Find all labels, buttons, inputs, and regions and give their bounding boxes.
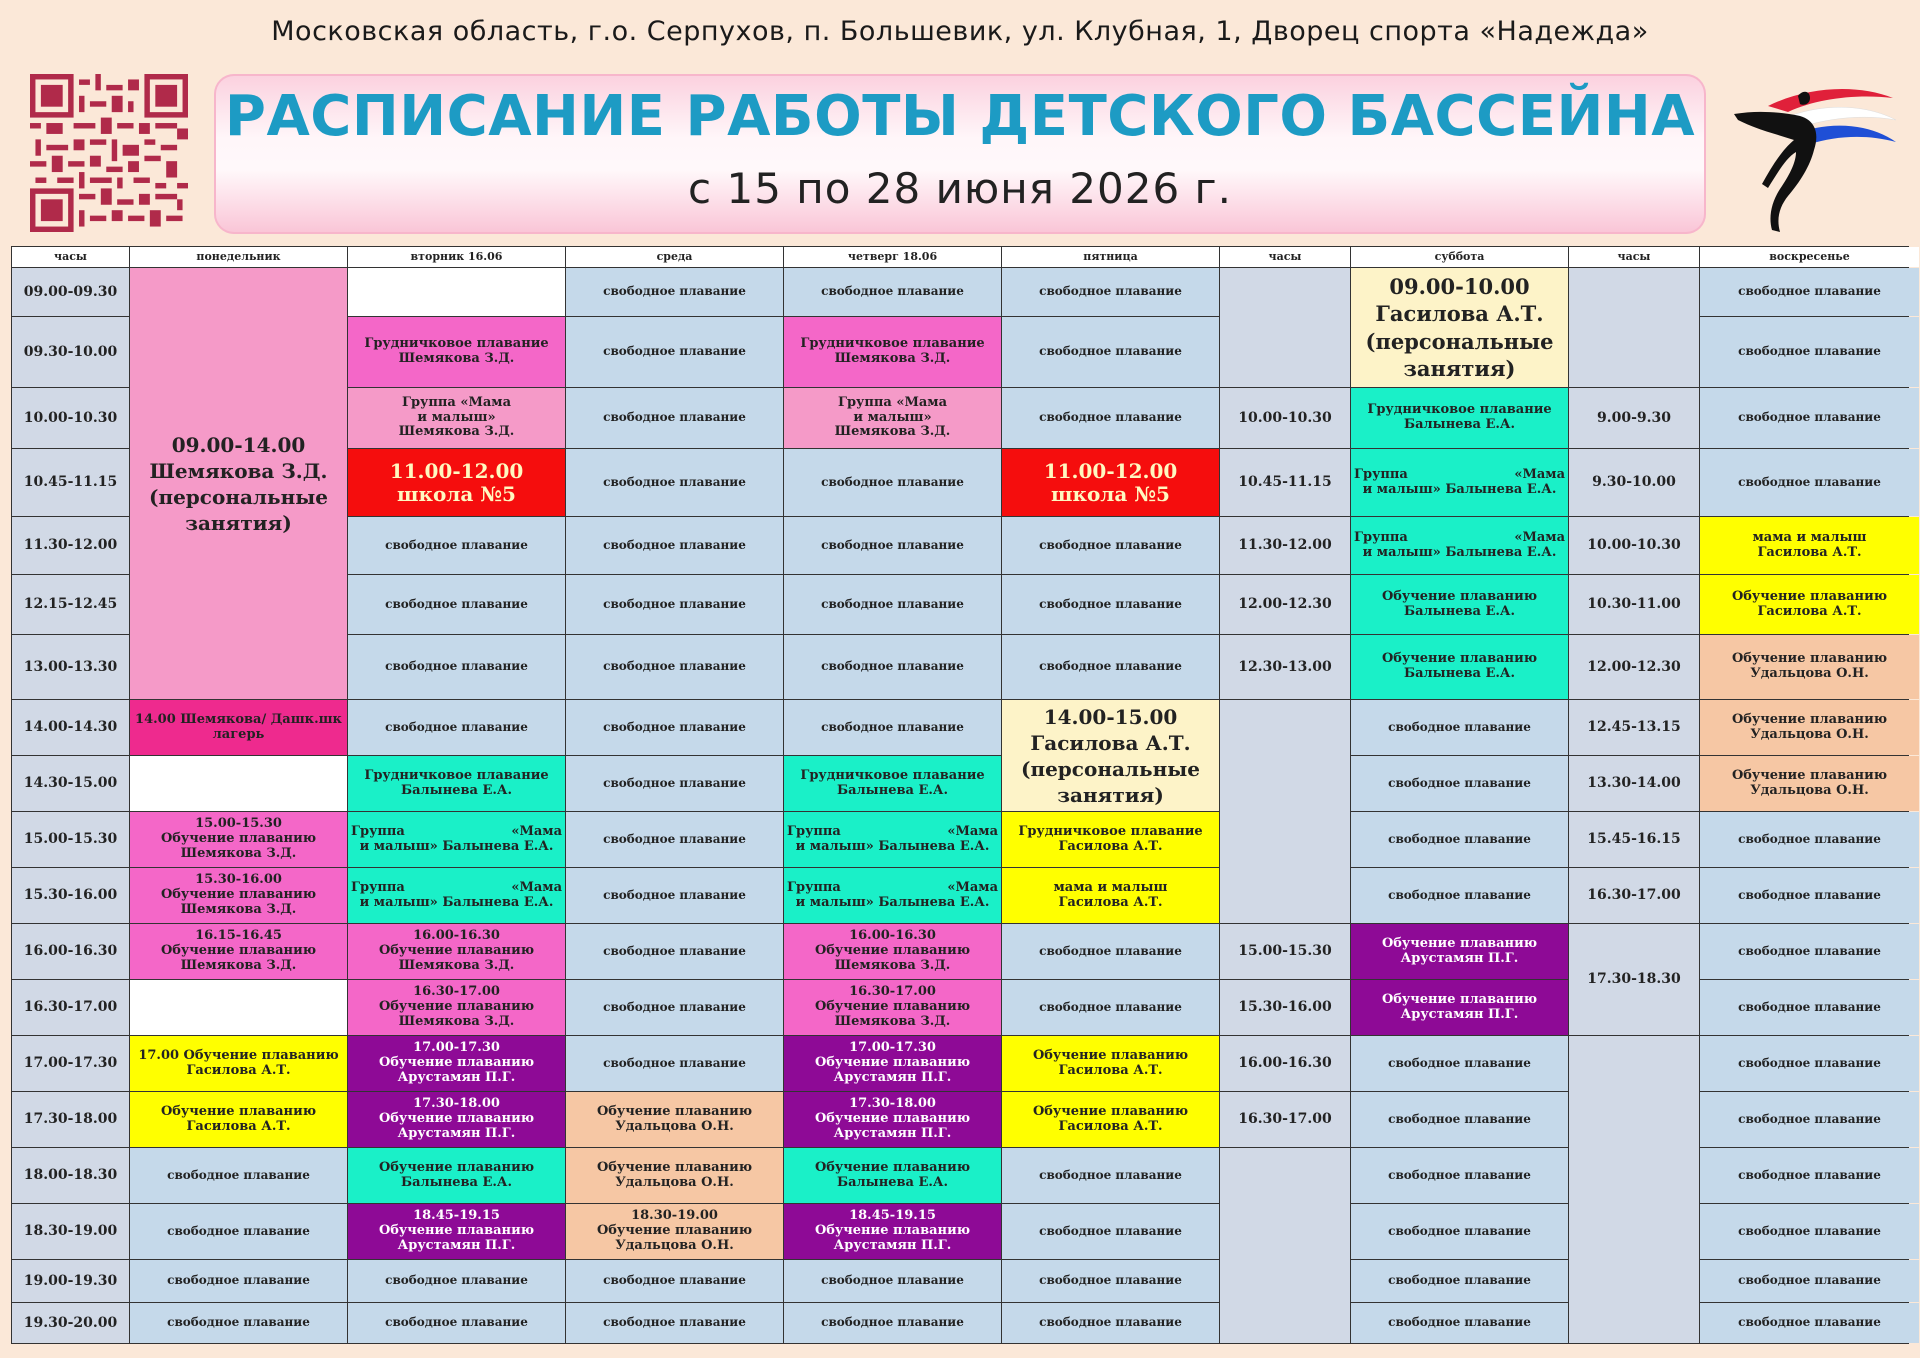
free-swim: свободное плавание (784, 449, 1001, 516)
free-swim: свободное плавание (784, 1260, 1001, 1302)
address: Московская область, г.о. Серпухов, п. Большевик, ул. Клубная, 1, Дворец спорта «Надежда» (271, 16, 1649, 47)
free-swim: свободное плавание (1700, 1260, 1919, 1302)
sun-time-cell: 10.30-11.00 (1569, 575, 1699, 634)
free-swim: свободное плавание (566, 756, 783, 811)
friday-lesson: Грудничковое плавание Гасилова А.Т. (1002, 812, 1219, 867)
free-swim: свободное плавание (566, 635, 783, 699)
sunday-lesson: Обучение плаванию Удальцова О.Н. (1700, 756, 1919, 811)
sun-time-cell: 13.30-14.00 (1569, 756, 1699, 811)
empty-cell (1220, 268, 1350, 387)
thursday-lesson: Грудничковое плавание Балынева Е.А. (784, 756, 1001, 811)
monday-personal-block: 09.00-14.00 Шемякова З.Д. (персональные занятия) (130, 268, 347, 699)
free-swim: свободное плавание (566, 924, 783, 979)
sat-time-cell: 11.30-12.00 (1220, 517, 1350, 574)
time-cell: 10.00-10.30 (12, 388, 129, 448)
free-swim: свободное плавание (1700, 268, 1919, 316)
tuesday-lesson: 17.00-17.30 Обучение плаванию Арустамян П.Г. (348, 1036, 565, 1091)
sun-time-cell: 12.45-13.15 (1569, 700, 1699, 755)
col-header-friday: пятница (1002, 247, 1219, 267)
free-swim: свободное плавание (130, 1204, 347, 1259)
free-swim: свободное плавание (1002, 388, 1219, 448)
sat-time-cell: 12.30-13.00 (1220, 635, 1350, 699)
free-swim: свободное плавание (348, 575, 565, 634)
qr-code-icon (30, 74, 188, 232)
empty-cell (348, 268, 565, 316)
monday-lesson: Обучение плаванию Гасилова А.Т. (130, 1092, 347, 1147)
thursday-lesson: Группа «Мама и малыш» Шемякова З.Д. (784, 388, 1001, 448)
free-swim: свободное плавание (348, 700, 565, 755)
saturday-lesson: Обучение плаванию Арустамян П.Г. (1351, 924, 1568, 979)
sat-time-cell: 15.30-16.00 (1220, 980, 1350, 1035)
thursday-lesson: 16.30-17.00 Обучение плаванию Шемякова З.Д. (784, 980, 1001, 1035)
sun-time-cell: 16.30-17.00 (1569, 868, 1699, 923)
tuesday-lesson: Грудничковое плавание Шемякова З.Д. (348, 317, 565, 387)
friday-lesson: Обучение плаванию Гасилова А.Т. (1002, 1036, 1219, 1091)
free-swim: свободное плавание (784, 1303, 1001, 1343)
free-swim: свободное плавание (1351, 1092, 1568, 1147)
wednesday-lesson: Обучение плаванию Удальцова О.Н. (566, 1092, 783, 1147)
free-swim: свободное плавание (566, 575, 783, 634)
free-swim: свободное плавание (1002, 575, 1219, 634)
free-swim: свободное плавание (1351, 1303, 1568, 1343)
tuesday-lesson: 16.00-16.30 Обучение плаванию Шемякова З.Д. (348, 924, 565, 979)
time-cell: 19.00-19.30 (12, 1260, 129, 1302)
monday-camp: 14.00 Шемякова/ Дашк.шк лагерь (130, 700, 347, 755)
page-title: РАСПИСАНИЕ РАБОТЫ ДЕТСКОГО БАССЕЙНА (224, 84, 1696, 149)
free-swim: свободное плавание (1002, 317, 1219, 387)
time-cell: 14.00-14.30 (12, 700, 129, 755)
free-swim: свободное плавание (1700, 449, 1919, 516)
tuesday-lesson: Грудничковое плавание Балынева Е.А. (348, 756, 565, 811)
free-swim: свободное плавание (1700, 317, 1919, 387)
thursday-lesson: Группа «Мама и малыш» Балынева Е.А. (784, 812, 1001, 867)
time-cell: 15.30-16.00 (12, 868, 129, 923)
saturday-personal-block: 09.00-10.00 Гасилова А.Т. (персональные занятия) (1351, 268, 1568, 387)
tuesday-lesson: Обучение плаванию Балынева Е.А. (348, 1148, 565, 1203)
col-header-wednesday: среда (566, 247, 783, 267)
free-swim: свободное плавание (1351, 1148, 1568, 1203)
free-swim: свободное плавание (1700, 1303, 1919, 1343)
thursday-lesson: 17.30-18.00 Обучение плаванию Арустамян П.Г. (784, 1092, 1001, 1147)
friday-lesson: мама и малыш Гасилова А.Т. (1002, 868, 1219, 923)
free-swim: свободное плавание (1002, 268, 1219, 316)
time-cell: 09.00-09.30 (12, 268, 129, 316)
time-cell: 16.30-17.00 (12, 980, 129, 1035)
free-swim: свободное плавание (566, 317, 783, 387)
free-swim: свободное плавание (566, 1303, 783, 1343)
free-swim: свободное плавание (1002, 980, 1219, 1035)
free-swim: свободное плавание (1700, 812, 1919, 867)
col-header-sat-hours: часы (1220, 247, 1350, 267)
col-header-monday: понедельник (130, 247, 347, 267)
tuesday-lesson: Группа «Мама и малыш» Шемякова З.Д. (348, 388, 565, 448)
free-swim: свободное плавание (1700, 1148, 1919, 1203)
free-swim: свободное плавание (1351, 812, 1568, 867)
sun-time-cell: 10.00-10.30 (1569, 517, 1699, 574)
free-swim: свободное плавание (130, 1148, 347, 1203)
time-cell: 11.30-12.00 (12, 517, 129, 574)
free-swim: свободное плавание (348, 1260, 565, 1302)
time-cell: 12.15-12.45 (12, 575, 129, 634)
col-header-saturday: суббота (1351, 247, 1568, 267)
free-swim: свободное плавание (1002, 1148, 1219, 1203)
page-subtitle: с 15 по 28 июня 2026 г. (688, 164, 1232, 213)
saturday-lesson: Группа «Мама и малыш» Балынева Е.А. (1351, 517, 1568, 574)
wednesday-lesson: Обучение плаванию Удальцова О.Н. (566, 1148, 783, 1203)
time-cell: 17.00-17.30 (12, 1036, 129, 1091)
tuesday-lesson: Группа «Мама и малыш» Балынева Е.А. (348, 868, 565, 923)
tuesday-lesson: 17.30-18.00 Обучение плаванию Арустамян П.Г. (348, 1092, 565, 1147)
time-cell: 19.30-20.00 (12, 1303, 129, 1343)
sunday-lesson: Обучение плаванию Удальцова О.Н. (1700, 700, 1919, 755)
free-swim: свободное плавание (1351, 1260, 1568, 1302)
thursday-lesson: 16.00-16.30 Обучение плаванию Шемякова З.Д. (784, 924, 1001, 979)
sat-time-cell: 12.00-12.30 (1220, 575, 1350, 634)
free-swim: свободное плавание (1351, 1036, 1568, 1091)
free-swim: свободное плавание (566, 868, 783, 923)
free-swim: свободное плавание (566, 388, 783, 448)
saturday-lesson: Грудничковое плавание Балынева Е.А. (1351, 388, 1568, 448)
monday-lesson: 17.00 Обучение плаванию Гасилова А.Т. (130, 1036, 347, 1091)
free-swim: свободное плавание (784, 575, 1001, 634)
sunday-lesson: Обучение плаванию Удальцова О.Н. (1700, 635, 1919, 699)
col-header-sun-hours: часы (1569, 247, 1699, 267)
tuesday-lesson: 18.45-19.15 Обучение плаванию Арустамян П.Г. (348, 1204, 565, 1259)
free-swim: свободное плавание (130, 1303, 347, 1343)
thursday-lesson: 17.00-17.30 Обучение плаванию Арустамян П.Г. (784, 1036, 1001, 1091)
sat-time-cell: 15.00-15.30 (1220, 924, 1350, 979)
empty-cell (1569, 1036, 1699, 1343)
time-cell: 13.00-13.30 (12, 635, 129, 699)
time-cell: 15.00-15.30 (12, 812, 129, 867)
empty-cell (1569, 268, 1699, 387)
swimmer-logo-icon (1728, 76, 1898, 236)
monday-lesson: 16.15-16.45 Обучение плаванию Шемякова З.Д. (130, 924, 347, 979)
free-swim: свободное плавание (1002, 517, 1219, 574)
free-swim: свободное плавание (1700, 868, 1919, 923)
wednesday-lesson: 18.30-19.00 Обучение плаванию Удальцова О.Н. (566, 1204, 783, 1259)
sun-time-cell: 12.00-12.30 (1569, 635, 1699, 699)
free-swim: свободное плавание (566, 1260, 783, 1302)
free-swim: свободное плавание (1700, 388, 1919, 448)
free-swim: свободное плавание (1351, 868, 1568, 923)
free-swim: свободное плавание (1700, 980, 1919, 1035)
free-swim: свободное плавание (348, 635, 565, 699)
empty-cell (130, 980, 347, 1035)
sun-time-cell: 15.45-16.15 (1569, 812, 1699, 867)
free-swim: свободное плавание (1700, 1036, 1919, 1091)
sun-time-cell: 9.30-10.00 (1569, 449, 1699, 516)
empty-cell (130, 756, 347, 811)
col-header-thursday: четверг 18.06 (784, 247, 1001, 267)
monday-lesson: 15.30-16.00 Обучение плаванию Шемякова З.Д. (130, 868, 347, 923)
free-swim: свободное плавание (130, 1260, 347, 1302)
free-swim: свободное плавание (566, 812, 783, 867)
sat-time-cell: 16.00-16.30 (1220, 1036, 1350, 1091)
friday-personal-block: 14.00-15.00 Гасилова А.Т. (персональные занятия) (1002, 700, 1219, 811)
time-cell: 09.30-10.00 (12, 317, 129, 387)
free-swim: свободное плавание (784, 700, 1001, 755)
saturday-lesson: Обучение плаванию Балынева Е.А. (1351, 575, 1568, 634)
sat-time-cell: 16.30-17.00 (1220, 1092, 1350, 1147)
time-cell: 18.00-18.30 (12, 1148, 129, 1203)
sunday-lesson: мама и малыш Гасилова А.Т. (1700, 517, 1919, 574)
free-swim: свободное плавание (1700, 924, 1919, 979)
free-swim: свободное плавание (1351, 1204, 1568, 1259)
friday-lesson: Обучение плаванию Гасилова А.Т. (1002, 1092, 1219, 1147)
friday-school: 11.00-12.00 школа №5 (1002, 449, 1219, 516)
schedule-table (11, 246, 1909, 1344)
empty-cell (1220, 1148, 1350, 1343)
free-swim: свободное плавание (566, 517, 783, 574)
col-header-sunday: воскресенье (1700, 247, 1919, 267)
empty-cell (1220, 700, 1350, 923)
free-swim: свободное плавание (348, 1303, 565, 1343)
free-swim: свободное плавание (566, 268, 783, 316)
free-swim: свободное плавание (348, 517, 565, 574)
free-swim: свободное плавание (1351, 756, 1568, 811)
tuesday-school: 11.00-12.00 школа №5 (348, 449, 565, 516)
col-header-hours: часы (12, 247, 129, 267)
tuesday-lesson: 16.30-17.00 Обучение плаванию Шемякова З.Д. (348, 980, 565, 1035)
thursday-lesson: 18.45-19.15 Обучение плаванию Арустамян П.Г. (784, 1204, 1001, 1259)
sun-time-cell: 9.00-9.30 (1569, 388, 1699, 448)
saturday-lesson: Обучение плаванию Балынева Е.А. (1351, 635, 1568, 699)
free-swim: свободное плавание (784, 517, 1001, 574)
free-swim: свободное плавание (566, 1036, 783, 1091)
free-swim: свободное плавание (566, 980, 783, 1035)
free-swim: свободное плавание (1700, 1092, 1919, 1147)
monday-lesson: 15.00-15.30 Обучение плаванию Шемякова З.Д. (130, 812, 347, 867)
free-swim: свободное плавание (1002, 924, 1219, 979)
sun-time-cell: 17.30-18.30 (1569, 924, 1699, 1035)
free-swim: свободное плавание (784, 635, 1001, 699)
thursday-lesson: Обучение плаванию Балынева Е.А. (784, 1148, 1001, 1203)
time-cell: 17.30-18.00 (12, 1092, 129, 1147)
time-cell: 16.00-16.30 (12, 924, 129, 979)
col-header-tuesday: вторник 16.06 (348, 247, 565, 267)
free-swim: свободное плавание (566, 700, 783, 755)
free-swim: свободное плавание (1002, 1260, 1219, 1302)
saturday-lesson: Обучение плаванию Арустамян П.Г. (1351, 980, 1568, 1035)
saturday-lesson: Группа «Мама и малыш» Балынева Е.А. (1351, 449, 1568, 516)
free-swim: свободное плавание (1002, 1204, 1219, 1259)
sat-time-cell: 10.45-11.15 (1220, 449, 1350, 516)
sat-time-cell: 10.00-10.30 (1220, 388, 1350, 448)
free-swim: свободное плавание (1700, 1204, 1919, 1259)
title-banner (214, 74, 1706, 234)
free-swim: свободное плавание (1351, 700, 1568, 755)
tuesday-lesson: Группа «Мама и малыш» Балынева Е.А. (348, 812, 565, 867)
thursday-lesson: Грудничковое плавание Шемякова З.Д. (784, 317, 1001, 387)
time-cell: 10.45-11.15 (12, 449, 129, 516)
free-swim: свободное плавание (566, 449, 783, 516)
free-swim: свободное плавание (784, 268, 1001, 316)
thursday-lesson: Группа «Мама и малыш» Балынева Е.А. (784, 868, 1001, 923)
free-swim: свободное плавание (1002, 635, 1219, 699)
sunday-lesson: Обучение плаванию Гасилова А.Т. (1700, 575, 1919, 634)
time-cell: 18.30-19.00 (12, 1204, 129, 1259)
free-swim: свободное плавание (1002, 1303, 1219, 1343)
time-cell: 14.30-15.00 (12, 756, 129, 811)
